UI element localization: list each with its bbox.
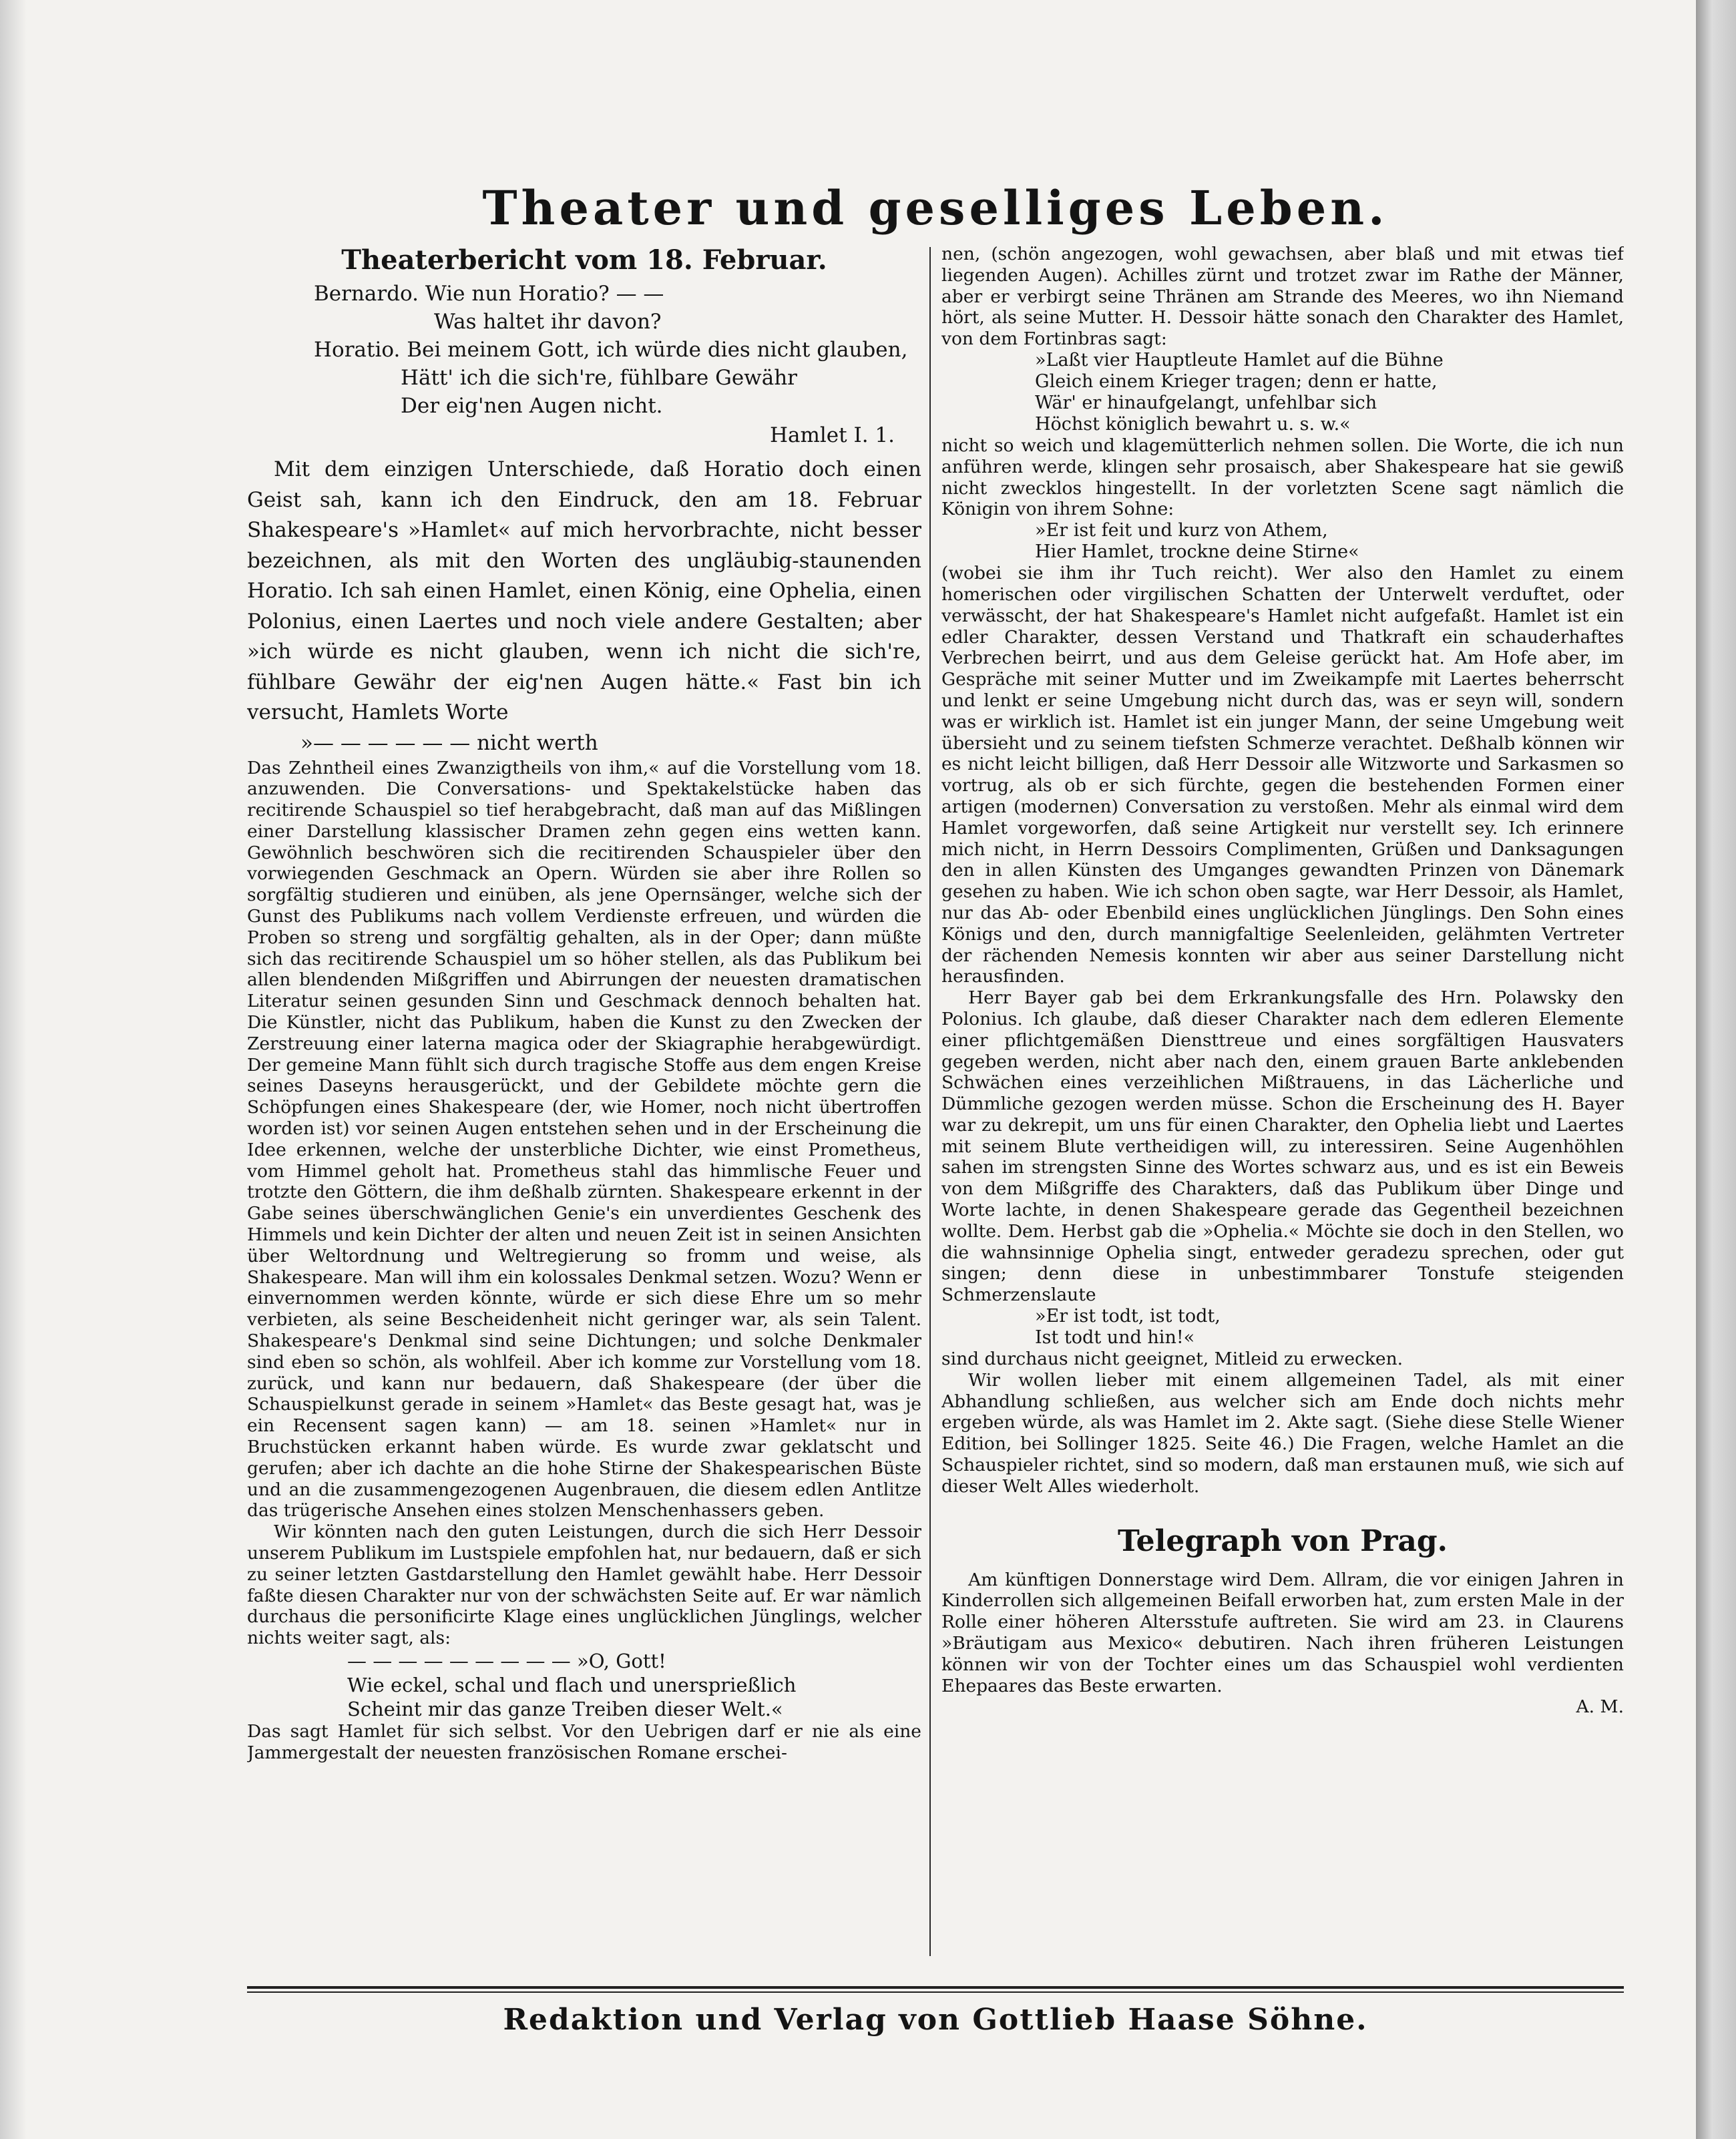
paragraph: Wir wollen lieber mit einem allgemeinen Tadel, als mit einer Abhandlung schließen, aus welcher sich am Ende doch nichts mehr ergeben würde, als was Hamlet im 2. Akte sagt. (Siehe diese Stelle Wiener Edition, bei Sollinger 1825. Seite 46.) Die Fragen, welche Hamlet an die Schauspieler richtet, sind so modern, daß man erstaunen muß, wie sich auf dieser Welt Alles wiederholt. [941,1369,1624,1497]
paragraph: nen, (schön angezogen, wohl gewachsen, aber blaß und mit etwas tief liegenden Augen). Achilles zürnt und trotzet zwar im Rathe der Männer, aber er verbirgt seine Thränen am Strande des Meeres, wo ihn Niemand hört, als seine Mutter. H. Dessoir hätte sonach den Charakter des Hamlet, von dem Fortinbras sagt: [941,244,1624,350]
quote-line: Scheint mir das ganze Treiben dieser Welt.« [347,1697,783,1720]
verse-line: Was haltet ihr davon? [434,310,662,334]
page-title: Theater und geselliges Leben. [482,180,1389,236]
paragraph: Das sagt Hamlet für sich selbst. Vor den Uebrigen darf er nie als eine Jammergestalt der neuesten französischen Romane erschei- [247,1720,921,1763]
verse-line: Hätt' ich die sich're, fühlbare Gewähr [401,366,797,390]
quote-line: Wie eckel, schal und flach und unersprießlich [347,1673,797,1696]
left-column [247,244,921,1953]
quote-line: Ist todt und hin!« [1035,1327,1195,1349]
binding-gutter [0,0,27,2139]
printed-area [247,180,1624,2050]
paragraph: (wobei sie ihm ihr Tuch reicht). Wer also den Hamlet zu einem homerischen oder virgilischen Schatten der Unterwelt verduftet, oder verwässcht, der hat Shakespeare's Hamlet nicht aufgefaßt. Hamlet ist ein edler Charakter, dessen Verstand und Thatkraft ein schauderhaftes Verbrechen beirrt, und aus dem Geleise gerückt hat. Am Hofe aber, im Gespräche mit seiner Mutter und im Zweikampfe mit Laertes beherrscht und lenkt er seine Umgebung nicht durch das, was er seyn will, sondern was er wirklich ist. Hamlet ist ein junger Mann, der seine Umgebung weit übersieht und zu seinem tiefsten Schmerze verachtet. Deßhalb können wir es nicht leicht billigen, daß Herr Dessoir alle Witzworte und Sarkasmen so vortrug, als ob er sich fürchte, gegen die bestehenden Formen einer artigen (modernen) Conversation zu verstoßen. Mehr als einmal wird dem Hamlet vorgeworfen, daß seine Artigkeit nur verstellt sey. Ich erinnere mich nicht, in Herrn Dessoirs Complimenten, Grüßen und Danksagungen den in allen Künsten des Umganges gewandten Prinzen von Dänemark gesehen zu haben. Wie ich schon oben sagte, war Herr Dessoir, als Hamlet, nur das Ab- oder Ebenbild eines unglücklichen Jünglings. Den Sohn eines Königs und den, durch mannigfaltige Seelenleiden, gelähmten Vertreter der rächenden Nemesis konnten wir aber aus seiner Darstellung nicht herausfinden. [941,563,1624,987]
quote-line: »Er ist todt, ist todt, [1035,1306,1221,1327]
quote-line: — — — — — — — — — »O, Gott! [347,1649,666,1672]
quote-line: »Laßt vier Hauptleute Hamlet auf die Bühne [1035,349,1444,371]
quote-line: Gleich einem Krieger tragen; denn er hatte, [1035,371,1438,392]
verse-line: Der eig'nen Augen nicht. [401,394,663,418]
paragraph: Das Zehntheil eines Zwanzigtheils von ihm,« auf die Vorstellung vom 18. anzuwenden. Die Conversations- und Spektakelstücke haben das recitirende Schauspiel so tief herabgebracht, daß man auf das Mißlingen einer Darstellung klassischer Dramen zehn gegen eins wetten kann. Gewöhnlich beschwören sich die recitirenden Schauspieler über den vorwiegenden Geschmack an Opern. Würden sie aber ihre Rollen so sorgfältig studieren und einüben, als jene Opernsänger, welche sich der Gunst des Publikums nach vollem Verdienste erfreuen, und würden die Proben so streng und sorgfältig gehalten, als in der Oper; dann müßte sich das recitirende Schauspiel um so höher stellen, als das Publikum bei allen blendenden Mißgriffen und Abirrungen der neuesten dramatischen Literatur seinen gesunden Sinn und Geschmack dennoch behalten hat. Die Künstler, nicht das Publikum, haben die Kunst zu den Zwecken der Zerstreuung einer laterna magica oder der Skiagraphie herabgewürdigt. Der gemeine Mann fühlt sich durch tragische Stoffe aus dem engen Kreise seines Daseyns herausgerückt, und der Gebildete möchte gern die Schöpfungen eines Shakespeare (der, wie Homer, noch nicht übertroffen worden ist) vor seinen Augen entstehen sehen und in der Erscheinung die Idee erkennen, welche der unsterbliche Dichter, wie einst Prometheus, vom Himmel geholt hat. Prometheus stahl das himmlische Feuer und trotzte den Göttern, die ihm deßhalb zürnten. Shakespeare erkennt in der Gabe seines überschwänglichen Genie's ein unverdientes Geschenk des Himmels und kein Dichter der alten und neuen Zeit ist in seinen Ansichten über Weltordnung und Weltregierung so fromm und weise, als Shakespeare. Man will ihm ein kolossales Denkmal setzen. Wozu? Wenn er einvernommen werden könnte, würde er sich diese Ehre um so mehr verbieten, als seine Bescheidenheit nicht geringer war, als sein Talent. Shakespeare's Denkmal sind seine Dichtungen; und solche Denkmaler sind eben so schön, als wohlfeil. Aber ich komme zur Vorstellung vom 18. zurück, und kann nur bedauern, daß Shakespeare (der über die Schauspielkunst gerade in seinem »Hamlet« das Beste gesagt hat, was je ein Recensent sagen kann) — am 18. seinen »Hamlet« nur in Bruchstücken erkannt haben würde. Es wurde zwar geklatscht und gerufen; aber ich dachte an die hohe Stirne der Shakespearischen Büste und an die zusammengezogenen Augenbrauen, die diesem edlen Antlitze das trügerische Ansehen eines stolzen Menschenhassers geben. [247,757,921,1521]
page-edge [1696,0,1736,2139]
quote-line: Hier Hamlet, trockne deine Stirne« [1035,541,1359,563]
footer-rule-thin [247,1991,1624,1993]
right-column [941,244,1624,1953]
verse-source: Hamlet I. 1. [769,423,895,447]
paragraph: Wir könnten nach den guten Leistungen, durch die sich Herr Dessoir unserem Publikum im Lustspiele empfohlen hat, nur bedauern, daß er sich zu seiner letzten Gastdarstellung den Hamlet gewählt habe. Herr Dessoir faßte diesen Charakter nur von der schwächsten Seite auf. Er war nämlich durchaus die personificirte Klage eines unglücklichen Jünglings, welcher nichts weiter sagt, als: [247,1521,921,1649]
signature: A. M. [1576,1696,1624,1718]
quote-line: Wär' er hinaufgelangt, unfehlbar sich [1035,392,1377,413]
quote-dash-line: »— — — — — — nicht werth [300,730,598,755]
column-divider [929,247,931,1956]
quote-line: »Er ist feit und kurz von Athem, [1035,520,1328,541]
lead-paragraph: Mit dem einzigen Unterschiede, daß Horatio doch einen Geist sah, kann ich den Eindruck, den am 18. Februar Shakespeare's »Hamlet« auf mich hervorbrachte, nicht besser bezeichnen, als mit den Worten des ungläubig-staunenden Horatio. Ich sah einen Hamlet, einen König, eine Ophelia, einen Polonius, einen Laertes und noch viele andere Gestalten; aber »ich würde es nicht glauben, wenn ich nicht die sich're, fühlbare Gewähr der eig'nen Augen hätte.« Fast bin ich versucht, Hamlets Worte [247,457,921,724]
lead-paragraph-block [247,455,921,728]
paragraph: nicht so weich und klagemütterlich nehmen sollen. Die Worte, die ich nun anführen werde, klingen sehr prosaisch, aber Shakespeare hat sie gewiß nicht zwecklos hingestellt. In der vorletzten Scene sagt nämlich die Königin von ihrem Sohne: [941,435,1624,520]
article-heading: Theaterbericht vom 18. Februar. [341,244,827,276]
footer-rule [247,1986,1624,1989]
quote-line: Höchst königlich bewahrt u. s. w.« [1035,413,1351,435]
verse-line: Bernardo. Wie nun Horatio? — — [314,282,664,306]
verse-line: Horatio. Bei meinem Gott, ich würde dies nicht glauben, [314,338,908,362]
paragraph: Am künftigen Donnerstage wird Dem. Allram, die vor einigen Jahren in Kinderrollen sich allgemeinen Beifall erworben hat, zum ersten Male in der Rolle einer höheren Altersstufe auftreten. Sie wird am 23. in Claurens »Bräutigam aus Mexico« debutiren. Nach ihren früheren Leistungen können wir von der Tochter eines um das Schauspiel wohl verdienten Ehepaares das Beste erwarten. [941,1569,1624,1696]
section-heading: Telegraph von Prag. [1117,1523,1448,1558]
paragraph: sind durchaus nicht geeignet, Mitleid zu erwecken. [941,1349,1403,1370]
publisher-footer: Redaktion und Verlag von Gottlieb Haase Söhne. [503,2003,1368,2037]
paragraph: Herr Bayer gab bei dem Erkrankungsfalle des Hrn. Polawsky den Polonius. Ich glaube, daß dieser Charakter nach dem edleren Elemente einer pflichtgemäßen Diensttreue und eines sorgfältigen Hausvaters gegeben werden, nicht aber nach den, einem grauen Barte anklebenden Schwächen eines verzeihlichen Mißtrauens, in das Lächerliche und Dümmliche gezogen werden müsse. Schon die Erscheinung des H. Bayer war zu dekrepit, um uns für einen Charakter, den Ophelia liebt und Laertes mit seinem Blute vertheidigen will, zu interessiren. Seine Augenhöhlen sahen im strengsten Sinne des Wortes schwarz aus, und es ist ein Beweis von dem Mißgriffe des Charakters, daß das Publikum über Dinge und Worte lachte, in denen Shakespeare gerade das Gegentheil bezeichnen wollte. Dem. Herbst gab die »Ophelia.« Möchte sie doch in den Stellen, wo die wahnsinnige Ophelia singt, entweder geradezu sprechen, oder gut singen; denn diese in unbestimmbarer Tonstufe steigenden Schmerzenslaute [941,987,1624,1306]
